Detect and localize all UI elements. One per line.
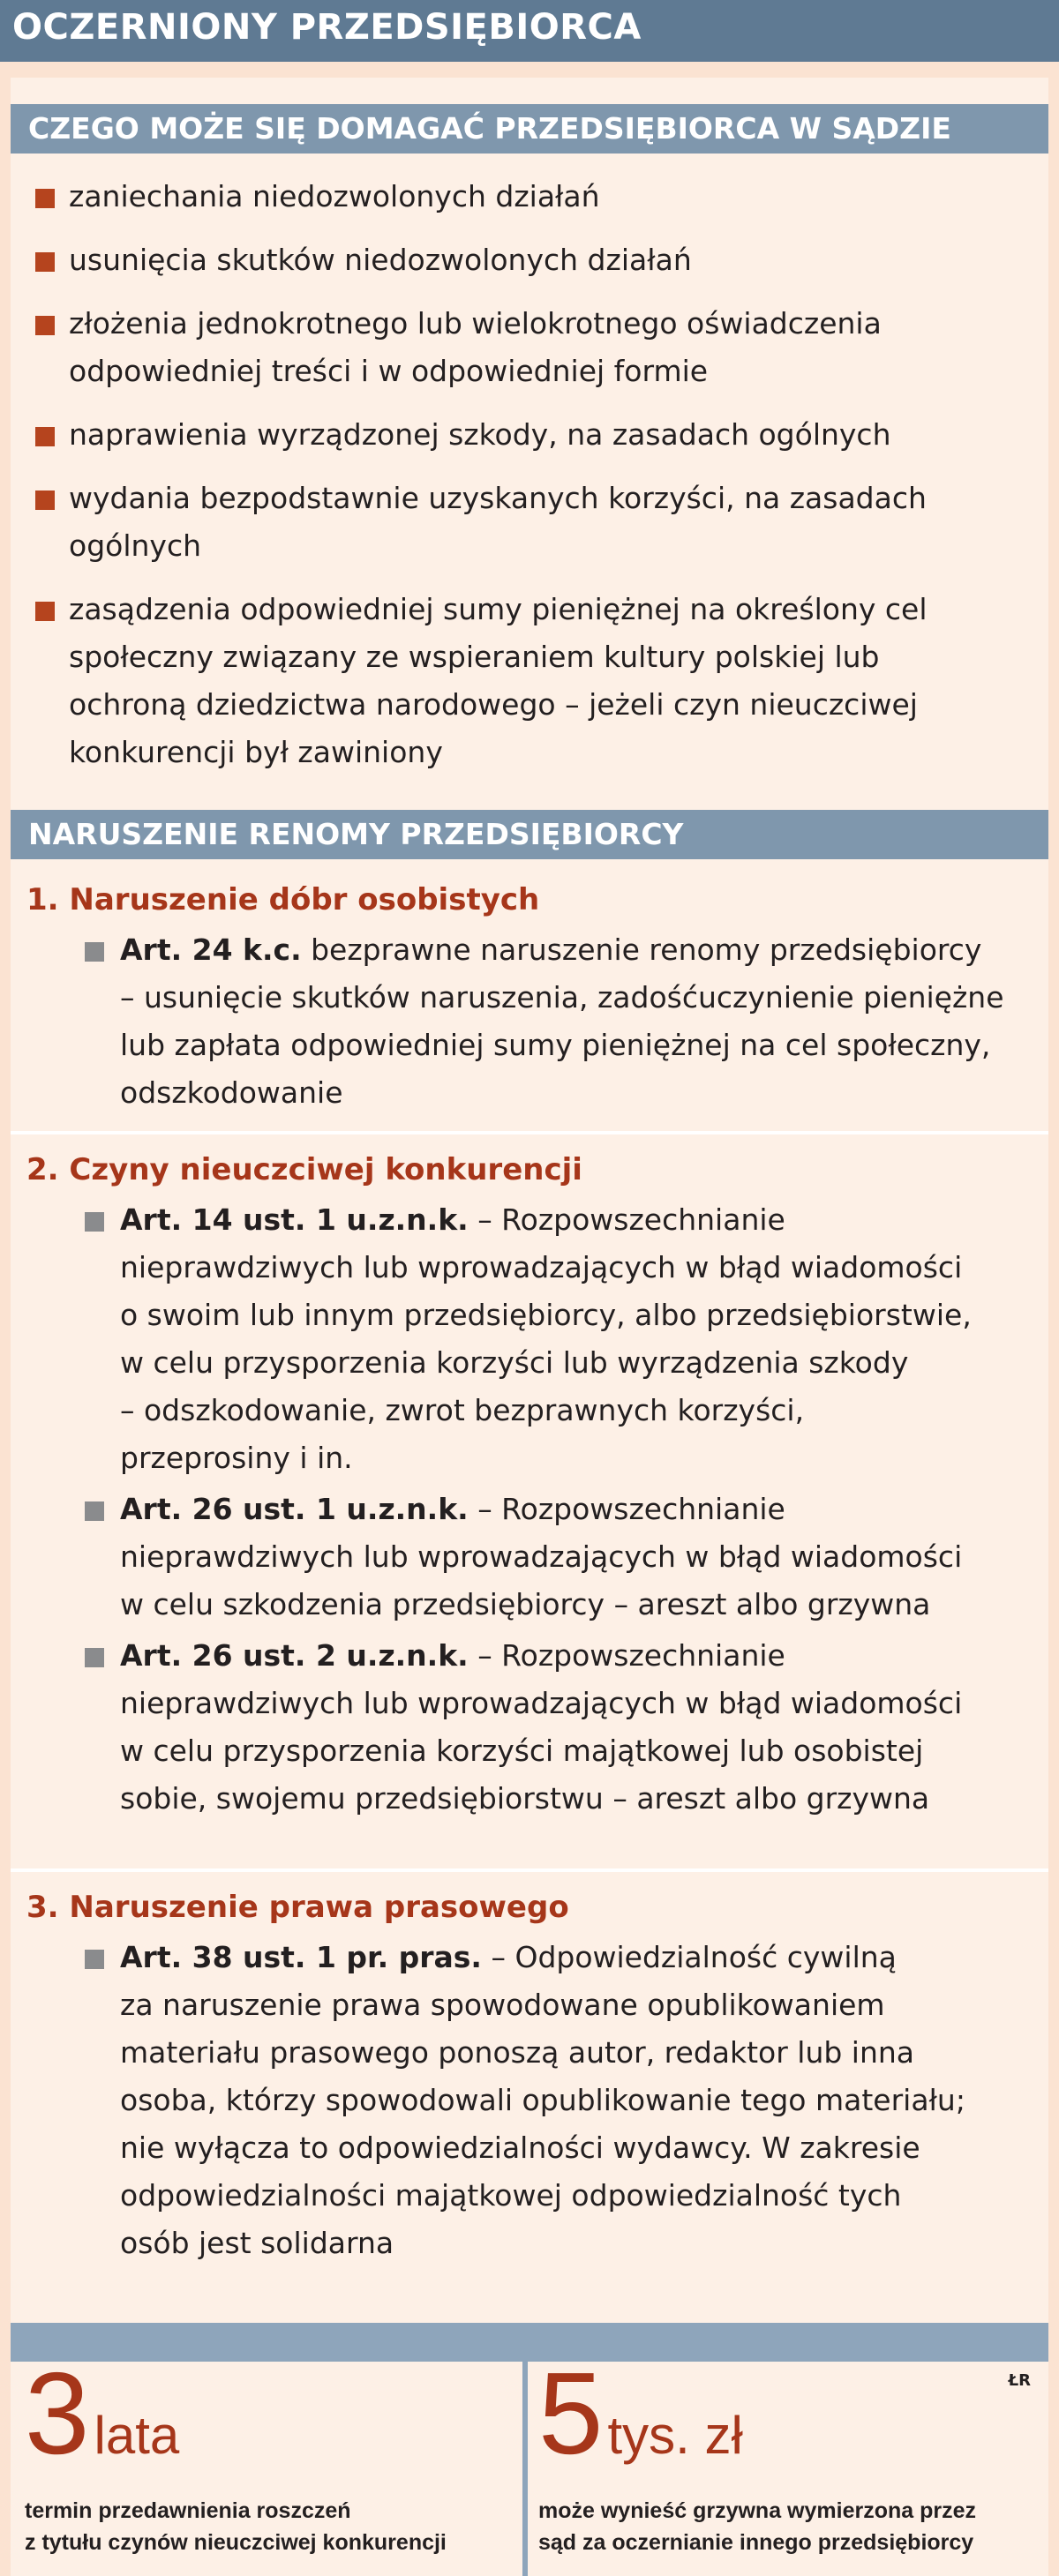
square-bullet-icon [85, 1950, 104, 1969]
text-line: naprawienia wyrządzonej szkody, na zasadach ogólnych [69, 417, 891, 452]
list-item [35, 586, 1033, 776]
text-line: nieprawdziwych lub wprowadzających w błąd wiadomości [120, 1539, 963, 1574]
stat-caption: termin przedawnienia roszczeń z tytułu czynów nieuczciwej konkurencji [25, 2498, 447, 2555]
article-item [85, 1632, 1033, 1823]
text-line: o swoim lub innym przedsiębiorcy, albo przedsiębiorstwie, [120, 1298, 972, 1332]
list-item [35, 236, 1033, 284]
stat-limitation [25, 2348, 180, 2478]
article-item [85, 1196, 1033, 1482]
section-header-reputation: NARUSZENIE RENOMY PRZEDSIĘBIORCY [11, 810, 1048, 859]
text-line: ogólnych [69, 528, 201, 563]
list-item [35, 173, 1033, 221]
square-bullet-icon [35, 189, 55, 208]
article-item [85, 926, 1033, 1117]
page-title: OCZERNIONY PRZEDSIĘBIORCA [12, 7, 642, 48]
unfair-competition-articles [85, 1196, 1033, 1826]
square-bullet-icon [85, 1648, 104, 1667]
text-line: odpowiedniej treści i w odpowiedniej formie [69, 354, 709, 388]
stat-unit: lata [94, 2406, 180, 2465]
subsection-title-press-law: 3. Naruszenie prawa prasowego [26, 1890, 569, 1925]
stat-caption: może wynieść grzywna wymierzona przez sąd za oczernianie innego przedsiębiorcy [538, 2498, 976, 2555]
text-line: w celu szkodzenia przedsiębiorcy – areszt albo grzywna [120, 1587, 931, 1621]
text-line: – Rozpowszechnianie [468, 1492, 785, 1526]
square-bullet-icon [85, 1501, 104, 1521]
text-line: odpowiedzialności majątkowej odpowiedzialność tych [120, 2178, 902, 2213]
text-line: w celu przysporzenia korzyści majątkowej lub osobistej [120, 1734, 924, 1768]
text-line: usunięcia skutków niedozwolonych działań [69, 243, 692, 277]
stat-fine [538, 2348, 743, 2478]
text-line: konkurencji był zawiniony [69, 735, 443, 769]
text-line: bezprawne naruszenie renomy przedsiębiorcy [301, 932, 982, 967]
text-line: materiału prasowego ponoszą autor, redaktor lub inna [120, 2035, 915, 2070]
text-line: przeprosiny i in. [120, 1441, 353, 1475]
section-divider [11, 1131, 1048, 1134]
list-item [35, 411, 1033, 459]
stats-separator [522, 2355, 528, 2576]
article-reference: Art. 26 ust. 2 u.z.n.k. [120, 1638, 469, 1673]
article-item [85, 1486, 1033, 1629]
text-line: w celu przysporzenia korzyści lub wyrządzenia szkody [120, 1345, 909, 1380]
square-bullet-icon [35, 316, 55, 335]
stat-unit: tys. zł [607, 2406, 743, 2465]
text-line: nieprawdziwych lub wprowadzających w błąd wiadomości [120, 1686, 963, 1720]
article-reference: Art. 26 ust. 1 u.z.n.k. [120, 1492, 469, 1526]
subsection-title-personal-rights: 1. Naruszenie dóbr osobistych [26, 882, 540, 917]
author-credit: ŁR [1008, 2371, 1031, 2390]
text-line: – Rozpowszechnianie [468, 1638, 785, 1673]
article-reference: Art. 14 ust. 1 u.z.n.k. [120, 1202, 469, 1237]
square-bullet-icon [35, 490, 55, 510]
stat-number: 3 [25, 2348, 90, 2478]
text-line: – Odpowiedzialność cywilną [481, 1940, 897, 1974]
text-line: za naruszenie prawa spowodowane opublikowaniem [120, 1988, 885, 2022]
square-bullet-icon [85, 942, 104, 962]
text-line: – odszkodowanie, zwrot bezprawnych korzyści, [120, 1393, 805, 1427]
text-line: osób jest solidarna [120, 2226, 394, 2260]
text-line: zasądzenia odpowiedniej sumy pieniężnej na określony cel [69, 592, 928, 626]
text-line: złożenia jednokrotnego lub wielokrotnego oświadczenia [69, 306, 882, 341]
personal-rights-articles [85, 926, 1033, 1120]
square-bullet-icon [35, 602, 55, 621]
text-line: wydania bezpodstawnie uzyskanych korzyści, na zasadach [69, 481, 927, 515]
text-line: lub zapłata odpowiedniej sumy pieniężnej na cel społeczny, [120, 1028, 991, 1062]
text-line: nie wyłącza to odpowiedzialności wydawcy. W zakresie [120, 2130, 920, 2165]
subsection-title-unfair-competition: 2. Czyny nieuczciwej konkurencji [26, 1152, 582, 1187]
stat-number: 5 [538, 2348, 604, 2478]
article-reference: Art. 24 k.c. [120, 932, 302, 967]
text-line: nieprawdziwych lub wprowadzających w błąd wiadomości [120, 1250, 963, 1284]
article-item [85, 1934, 1033, 2267]
section-header-claims: CZEGO MOŻE SIĘ DOMAGAĆ PRZEDSIĘBIORCA W SĄDZIE [11, 104, 1048, 154]
article-reference: Art. 38 ust. 1 pr. pras. [120, 1940, 482, 1974]
text-line: odszkodowanie [120, 1075, 343, 1110]
text-line: ochroną dziedzictwa narodowego – jeżeli czyn nieuczciwej [69, 687, 918, 722]
section-divider [11, 1868, 1048, 1872]
press-law-articles [85, 1934, 1033, 2271]
square-bullet-icon [85, 1212, 104, 1232]
text-line: osoba, którzy spowodowali opublikowanie tego materiału; [120, 2083, 965, 2117]
text-line: sobie, swojemu przedsiębiorstwu – areszt albo grzywna [120, 1781, 930, 1816]
claims-list [35, 173, 1033, 792]
text-line: – Rozpowszechnianie [468, 1202, 785, 1237]
text-line: zaniechania niedozwolonych działań [69, 179, 600, 213]
text-line: społeczny związany ze wspieraniem kultury polskiej lub [69, 640, 880, 674]
list-item [35, 475, 1033, 570]
list-item [35, 300, 1033, 395]
square-bullet-icon [35, 427, 55, 446]
text-line: – usunięcie skutków naruszenia, zadośćuczynienie pieniężne [120, 980, 1004, 1015]
square-bullet-icon [35, 252, 55, 272]
